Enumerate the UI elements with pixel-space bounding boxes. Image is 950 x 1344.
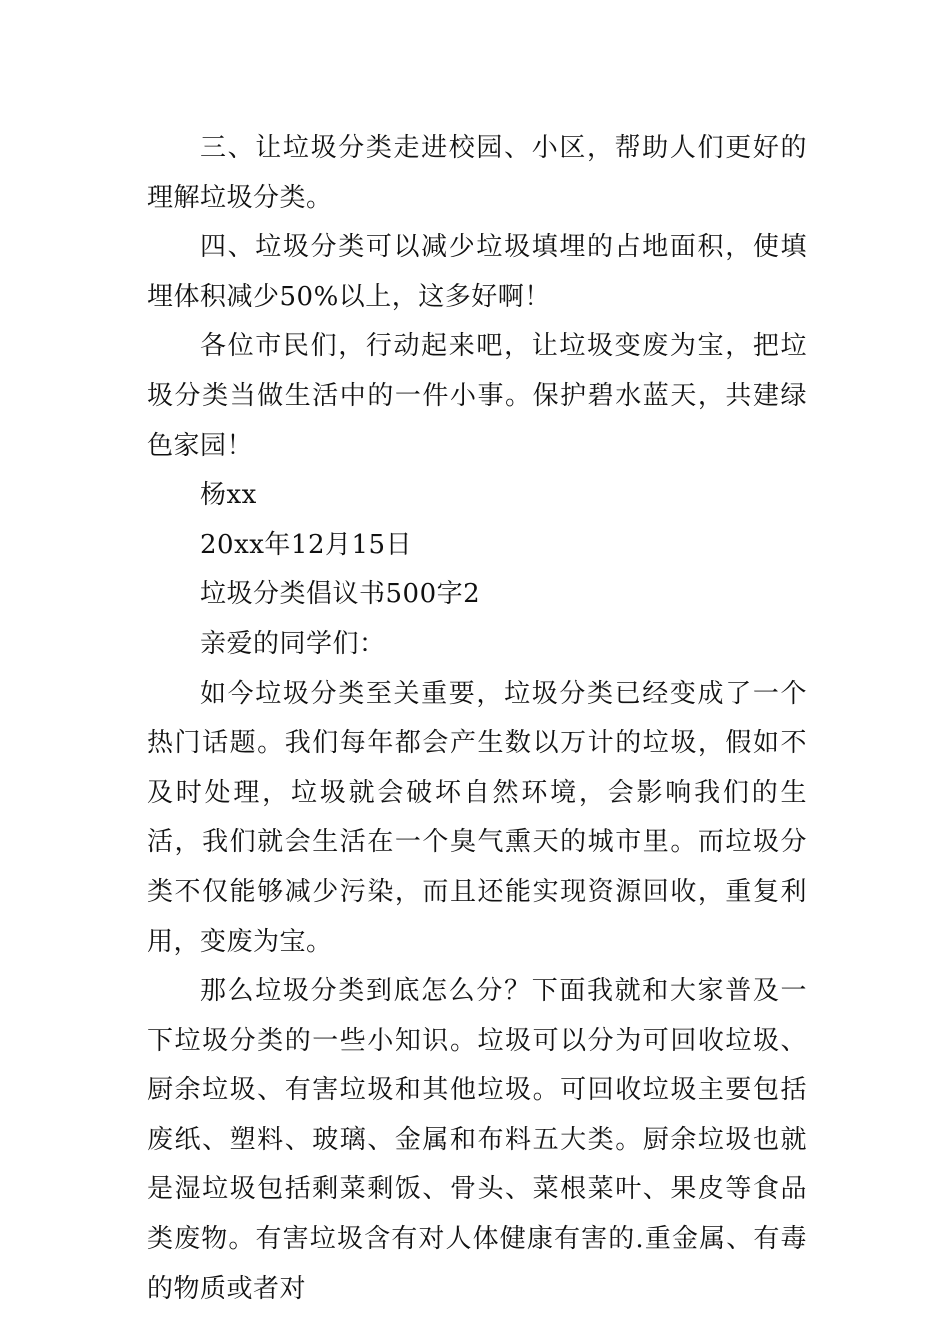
- body-paragraph-categories: 那么垃圾分类到底怎么分？下面我就和大家普及一下垃圾分类的一些小知识。垃圾可以分为可回收垃圾、厨余垃圾、有害垃圾和其他垃圾。可回收垃圾主要包括废纸、塑料、玻璃、金属和布料五大类。厨余垃圾也就是湿垃圾包括剩菜剩饭、骨头、菜根菜叶、果皮等食品类废物。有害垃圾含有对人体健康有害的.重金属、有毒的物质或者对: [147, 976, 807, 1304]
- body-paragraph-intro: 如今垃圾分类至关重要，垃圾分类已经变成了一个热门话题。我们每年都会产生数以万计的垃圾，假如不及时处理，垃圾就会破坏自然环境，会影响我们的生活，我们就会生活在一个臭气熏天的城市里。而垃圾分类不仅能够减少污染，而且还能实现资源回收，重复利用，变废为宝。: [147, 678, 807, 957]
- section-title: 垃圾分类倡议书500字2: [200, 579, 481, 610]
- paragraph-call-to-action: 各位市民们，行动起来吧，让垃圾变废为宝，把垃圾分类当做生活中的一件小事。保护碧水蓝天，共建绿色家园！: [147, 331, 807, 461]
- signature: 杨xx: [200, 480, 257, 511]
- paragraph-point-four: 四、垃圾分类可以减少垃圾填埋的占地面积，使填埋体积减少50%以上，这多好啊！: [147, 232, 807, 312]
- document-body: [147, 124, 807, 1314]
- date: 20xx年12月15日: [200, 529, 413, 560]
- paragraph-point-three: 三、让垃圾分类走进校园、小区，帮助人们更好的理解垃圾分类。: [147, 133, 807, 213]
- salutation: 亲爱的同学们：: [200, 628, 386, 659]
